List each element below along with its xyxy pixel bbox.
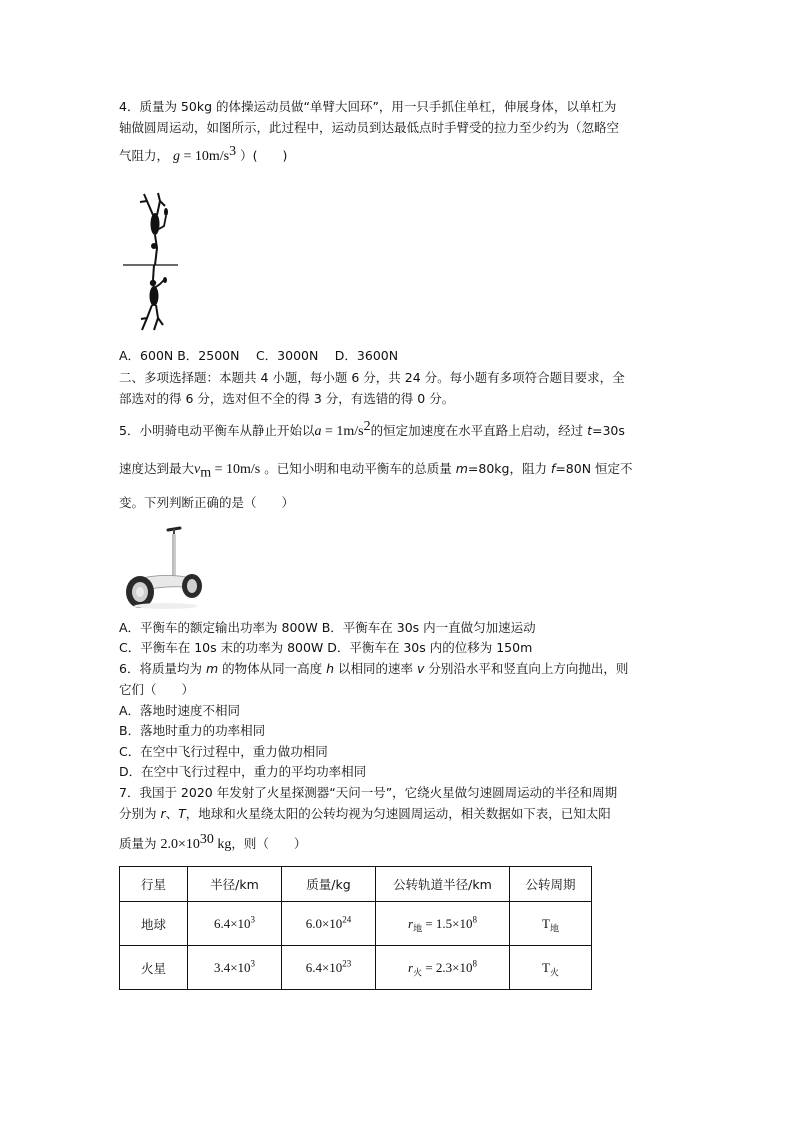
q7-line-1: 7．我国于 2020 年发射了火星探测器“天问一号”，它绕火星做匀速圆周运动的半径和周期	[119, 785, 618, 800]
planet-mass: $6.4\times 10^{23}$	[282, 946, 376, 990]
q4-line-1: 4．质量为 50kg 的体操运动员做“单臂大回环”，用一只手抓住单杠，伸展身体，以单杠为	[119, 99, 617, 114]
planet-period: $T_地$	[510, 902, 592, 946]
gymnast-bottom-figure	[141, 265, 167, 330]
planet-name: 地球	[120, 902, 188, 946]
gymnast-top-figure	[140, 193, 168, 265]
q5-line-2: 速度达到最大$v_m = 10m/s$ 。已知小明和电动平衡车的总质量 m=80kg，阻力 f=80N 恒定不	[119, 461, 633, 481]
planet-data-table	[119, 866, 592, 990]
table-row	[120, 902, 592, 946]
planet-orbit-radius: $r_地 = 1.5\times 10^8$	[376, 902, 510, 946]
q7-line-3: 质量为 $2.0\times 10^{30}$ kg，则（ ）	[119, 831, 307, 852]
planet-mass: $6.0\times 10^{24}$	[282, 902, 376, 946]
table-header: 公转周期	[510, 867, 592, 902]
planet-name: 火星	[120, 946, 188, 990]
table-row	[120, 946, 592, 990]
gymnast-figure	[120, 188, 184, 336]
q6-option-a: A．落地时速度不相同	[119, 703, 241, 718]
q6-option-d: D．在空中飞行过程中，重力的平均功率相同	[119, 764, 367, 779]
section2-line-1: 二、多项选择题：本题共 4 小题，每小题 6 分，共 24 分。每小题有多项符合题目要求，全	[119, 370, 625, 385]
planet-period: $T_火$	[510, 946, 592, 990]
table-header: 行星	[120, 867, 188, 902]
q4-line-2: 轴做圆周运动，如图所示，此过程中，运动员到达最低点时手臂受的拉力至少约为（忽略空	[119, 120, 620, 135]
table-header: 公转轨道半径/km	[376, 867, 510, 902]
balance-scooter-figure	[122, 522, 208, 610]
q5-line-3: 变。下列判断正确的是（ ）	[119, 495, 295, 510]
q6-line-1: 6．将质量均为 m 的物体从同一高度 h 以相同的速率 v 分别沿水平和竖直向上方向抛出，则	[119, 661, 629, 676]
table-header: 半径/km	[188, 867, 282, 902]
q6-option-c: C．在空中飞行过程中，重力做功相同	[119, 744, 328, 759]
q4-options: A．600N B．2500N C．3000N D．3600N	[119, 348, 399, 363]
q7-line-2: 分别为 r、T，地球和火星绕太阳的公转均视为匀速圆周运动，相关数据如下表，已知太阳	[119, 806, 611, 821]
table-header-row	[120, 867, 592, 902]
planet-orbit-radius: $r_火 = 2.3\times 10^8$	[376, 946, 510, 990]
q6-option-b: B．落地时重力的功率相同	[119, 723, 266, 738]
section2-line-2: 部选对的得 6 分，选对但不全的得 3 分，有选错的得 0 分。	[119, 391, 455, 406]
planet-radius: $3.4\times 10^3$	[188, 946, 282, 990]
q5-options-cd: C．平衡车在 10s 末的功率为 800W D．平衡车在 30s 内的位移为 150m	[119, 640, 533, 655]
q5-options-ab: A．平衡车的额定输出功率为 800W B．平衡车在 30s 内一直做匀加速运动	[119, 620, 536, 635]
planet-radius: $6.4\times 10^3$	[188, 902, 282, 946]
table-header: 质量/kg	[282, 867, 376, 902]
q6-line-2: 它们（ ）	[119, 682, 195, 697]
q4-line-3: 气阻力， $g = 10m/s^3$ ）( )	[119, 143, 288, 164]
q5-line-1: 5．小明骑电动平衡车从静止开始以$a = 1m/s^2$的恒定加速度在水平直路上启动，经过 t=30s	[119, 418, 625, 439]
